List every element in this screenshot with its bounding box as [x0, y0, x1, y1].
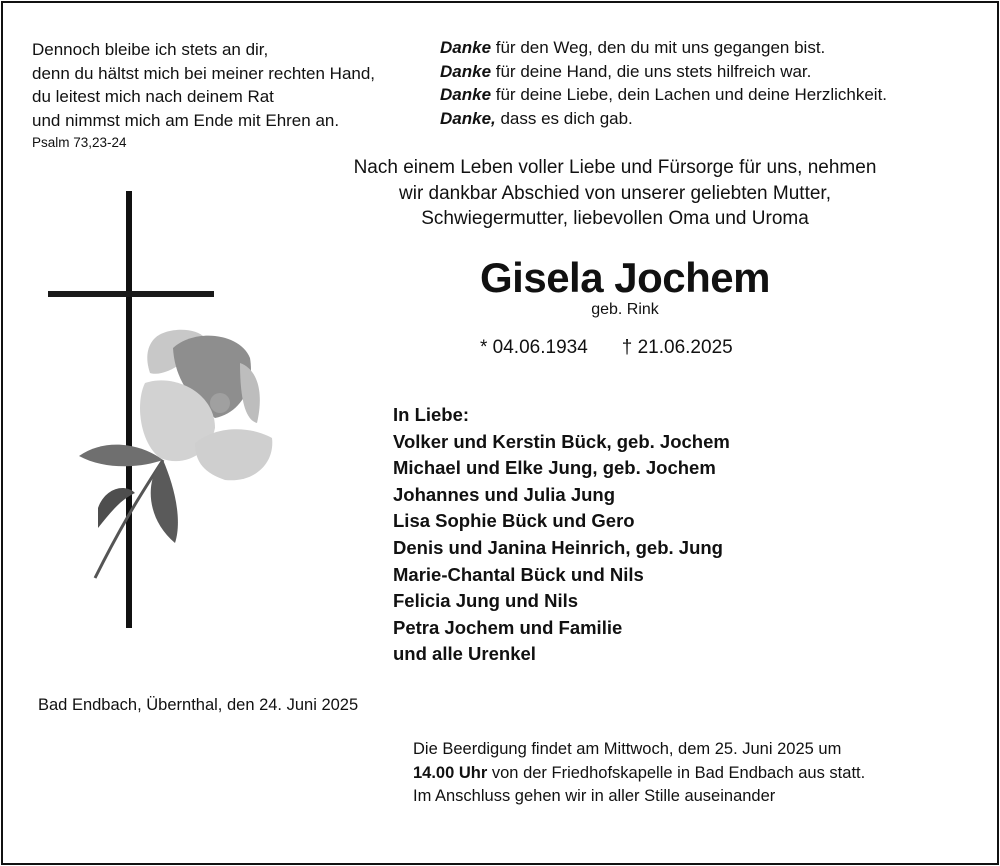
- intro-line: wir dankbar Abschied von unserer geliebten Mutter,: [399, 182, 831, 204]
- mourner-entry: Lisa Sophie Bück und Gero: [393, 510, 635, 532]
- psalm-verse: [32, 38, 375, 132]
- intro-line: Nach einem Leben voller Liebe und Fürsorge für uns, nehmen: [353, 157, 877, 178]
- death-date: † 21.06.2025: [621, 337, 733, 358]
- mourner-entry: Marie-Chantal Bück und Nils: [393, 563, 644, 585]
- mourner-entry: Felicia Jung und Nils: [393, 590, 579, 612]
- funeral-line: Im Anschluss gehen wir in aller Stille auseinander: [413, 787, 776, 805]
- life-dates: [480, 337, 733, 359]
- funeral-info: [413, 738, 865, 809]
- thanks-line: Danke, dass es dich gab.: [440, 108, 633, 128]
- rose-flower-icon: [79, 330, 272, 578]
- cross-and-rose-artwork: [45, 188, 280, 633]
- thanks-line: Danke für den Weg, den du mit uns gegangen bist.: [440, 38, 826, 57]
- funeral-line: Die Beerdigung findet am Mittwoch, dem 25. Juni 2025 um: [413, 740, 842, 758]
- birth-date: * 04.06.1934: [480, 337, 588, 358]
- mourner-entry: Johannes und Julia Jung: [393, 483, 616, 505]
- mourner-entry: Denis und Janina Heinrich, geb. Jung: [393, 536, 723, 558]
- mourners-heading: In Liebe:: [393, 404, 470, 425]
- psalm-line: Dennoch bleibe ich stets an dir,: [32, 40, 269, 59]
- mourner-entry: Petra Jochem und Familie: [393, 616, 623, 638]
- funeral-time: 14.00 Uhr: [413, 763, 488, 782]
- thanks-line: Danke für deine Liebe, dein Lachen und deine Herzlichkeit.: [440, 85, 888, 104]
- deceased-name: Gisela Jochem: [480, 254, 770, 301]
- psalm-reference: Psalm 73,23-24: [32, 135, 127, 150]
- thanks-block: [440, 36, 887, 130]
- psalm-line: du leitest mich nach deinem Rat: [32, 87, 274, 106]
- place-and-date: Bad Endbach, Übernthal, den 24. Juni 2025: [38, 696, 359, 714]
- maiden-name: geb. Rink: [591, 301, 659, 318]
- mourners-list: [393, 402, 730, 668]
- psalm-line: denn du hältst mich bei meiner rechten Hand,: [32, 63, 376, 83]
- mourner-entry: und alle Urenkel: [393, 643, 536, 665]
- mourner-entry: Michael und Elke Jung, geb. Jochem: [393, 457, 716, 479]
- psalm-line: und nimmst mich am Ende mit Ehren an.: [32, 110, 340, 130]
- mourner-entry: Volker und Kerstin Bück, geb. Jochem: [393, 430, 730, 452]
- funeral-line: 14.00 Uhr von der Friedhofskapelle in Bad Endbach aus statt.: [413, 763, 866, 782]
- intro-line: Schwiegermutter, liebevollen Oma und Uroma: [421, 208, 809, 229]
- intro-text: [300, 155, 930, 232]
- thanks-line: Danke für deine Hand, die uns stets hilfreich war.: [440, 61, 812, 81]
